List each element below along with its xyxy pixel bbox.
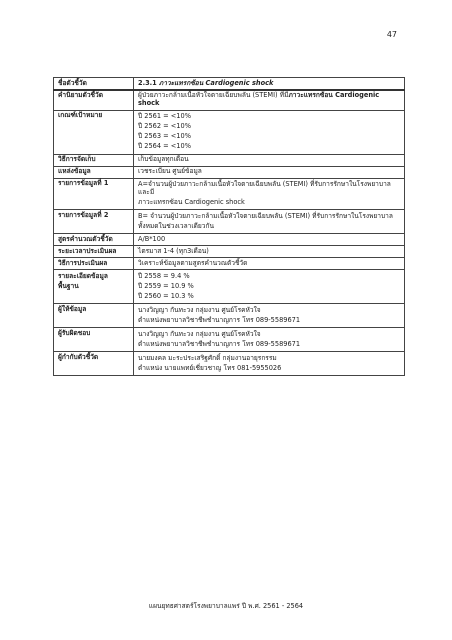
data-item-1-line: ภาวะแทรกซ้อน Cardiogenic shock <box>138 197 245 206</box>
value-supervisor <box>134 352 405 376</box>
supervisor-line: ตำแหน่ง นายแพทย์เชี่ยวชาญ โทร 081-5955026 <box>138 363 282 372</box>
supervisor-line: นายมงคล มะระประเสริฐศักดิ์ กลุ่มงานอายุรกรรม <box>138 353 277 362</box>
target-line: ปี 2563 = <10% <box>138 132 191 141</box>
data-item-1-line: A=จำนวนผู้ป่วยภาวะกล้ามเนื้อหัวใจตายเฉียบพลัน (STEMI) ที่รับการรักษาในโรงพยาบาล และมี <box>138 180 391 196</box>
baseline-label-line2: พื้นฐาน <box>58 281 79 290</box>
value-evaluation-period: ไตรมาส 1-4 (ทุก3เดือน) <box>134 246 405 258</box>
label-evaluation-method: วิธีการประเมินผล <box>54 258 134 270</box>
row-data-source <box>54 166 405 178</box>
row-target <box>54 110 405 154</box>
indicator-title: ภาวะแทรกซ้อน Cardiogenic shock <box>158 78 274 87</box>
row-formula <box>54 234 405 246</box>
data-provider-line: นางวิญญา กันทะวง กลุ่มงาน ศูนย์โรคหัวใจ <box>138 305 261 314</box>
baseline-line: ปี 2558 = 9.4 % <box>138 271 190 280</box>
baseline-line: ปี 2560 = 10.3 % <box>138 291 194 300</box>
row-collection-method <box>54 154 405 166</box>
indicator-number: 2.3.1 <box>138 78 157 87</box>
label-responsible: ผู้รับผิดชอบ <box>54 328 134 352</box>
label-indicator-name: ชื่อตัวชี้วัด <box>54 78 134 90</box>
value-formula: A/B*100 <box>134 234 405 246</box>
responsible-line: นางวิญญา กันทะวง กลุ่มงาน ศูนย์โรคหัวใจ <box>138 329 261 338</box>
value-data-provider <box>134 304 405 328</box>
row-baseline <box>54 270 405 304</box>
data-item-2-line: ทั้งหมดในช่วงเวลาเดียวกัน <box>138 221 214 230</box>
label-data-item-2: รายการข้อมูลที่ 2 <box>54 210 134 234</box>
row-data-item-1 <box>54 178 405 210</box>
label-collection-method: วิธีการจัดเก็บ <box>54 154 134 166</box>
row-definition <box>54 90 405 110</box>
row-evaluation-method <box>54 258 405 270</box>
row-data-item-2 <box>54 210 405 234</box>
baseline-label-line1: รายละเอียดข้อมูล <box>58 271 108 280</box>
value-definition <box>134 90 405 110</box>
value-collection-method: เก็บข้อมูลทุกเดือน <box>134 154 405 166</box>
data-item-2-line: B= จำนวนผู้ป่วยภาวะกล้ามเนื้อหัวใจตายเฉียบพลัน (STEMI) ที่รับการรักษาในโรงพยาบาล <box>138 211 393 220</box>
value-evaluation-method: วิเคราะห์ข้อมูลตามสูตรคำนวณตัวชี้วัด <box>134 258 405 270</box>
target-line: ปี 2562 = <10% <box>138 122 191 131</box>
row-responsible <box>54 328 405 352</box>
row-indicator-name <box>54 78 405 90</box>
data-provider-line: ตำแหน่งพยาบาลวิชาชีพชำนาญการ โทร 089-5589671 <box>138 315 301 324</box>
label-data-item-1: รายการข้อมูลที่ 1 <box>54 178 134 210</box>
label-definition: คำนิยามตัวชี้วัด <box>54 90 134 110</box>
value-baseline <box>134 270 405 304</box>
value-data-item-2 <box>134 210 405 234</box>
value-data-item-1 <box>134 178 405 210</box>
page-number: 47 <box>386 30 397 39</box>
value-indicator-name <box>134 78 405 90</box>
definition-text-bold: ภาวะแทรกซ้อน Cardiogenic shock <box>138 91 380 108</box>
label-evaluation-period: ระยะเวลาประเมินผล <box>54 246 134 258</box>
label-baseline <box>54 270 134 304</box>
value-responsible <box>134 328 405 352</box>
label-data-source: แหล่งข้อมูล <box>54 166 134 178</box>
label-target: เกณฑ์เป้าหมาย <box>54 110 134 154</box>
baseline-line: ปี 2559 = 10.9 % <box>138 281 194 290</box>
target-line: ปี 2564 = <10% <box>138 142 191 151</box>
label-supervisor: ผู้กำกับตัวชี้วัด <box>54 352 134 376</box>
label-data-provider: ผู้ให้ข้อมูล <box>54 304 134 328</box>
definition-text: ผู้ป่วยภาวะกล้ามเนื้อหัวใจตายเฉียบพลัน (STEMI) ที่มี <box>138 91 289 100</box>
value-data-source: เวชระเบียน ศูนย์ข้อมูล <box>134 166 405 178</box>
row-evaluation-period <box>54 246 405 258</box>
indicator-table <box>53 77 405 376</box>
row-data-provider <box>54 304 405 328</box>
value-target <box>134 110 405 154</box>
target-line: ปี 2561 = <10% <box>138 112 191 121</box>
page-footer: แผนยุทธศาสตร์โรงพยาบาลแพร่ ปี พ.ศ. 2561 - 2564 <box>148 602 304 610</box>
label-formula: สูตรคำนวณตัวชี้วัด <box>54 234 134 246</box>
row-supervisor <box>54 352 405 376</box>
responsible-line: ตำแหน่งพยาบาลวิชาชีพชำนาญการ โทร 089-5589671 <box>138 339 301 348</box>
